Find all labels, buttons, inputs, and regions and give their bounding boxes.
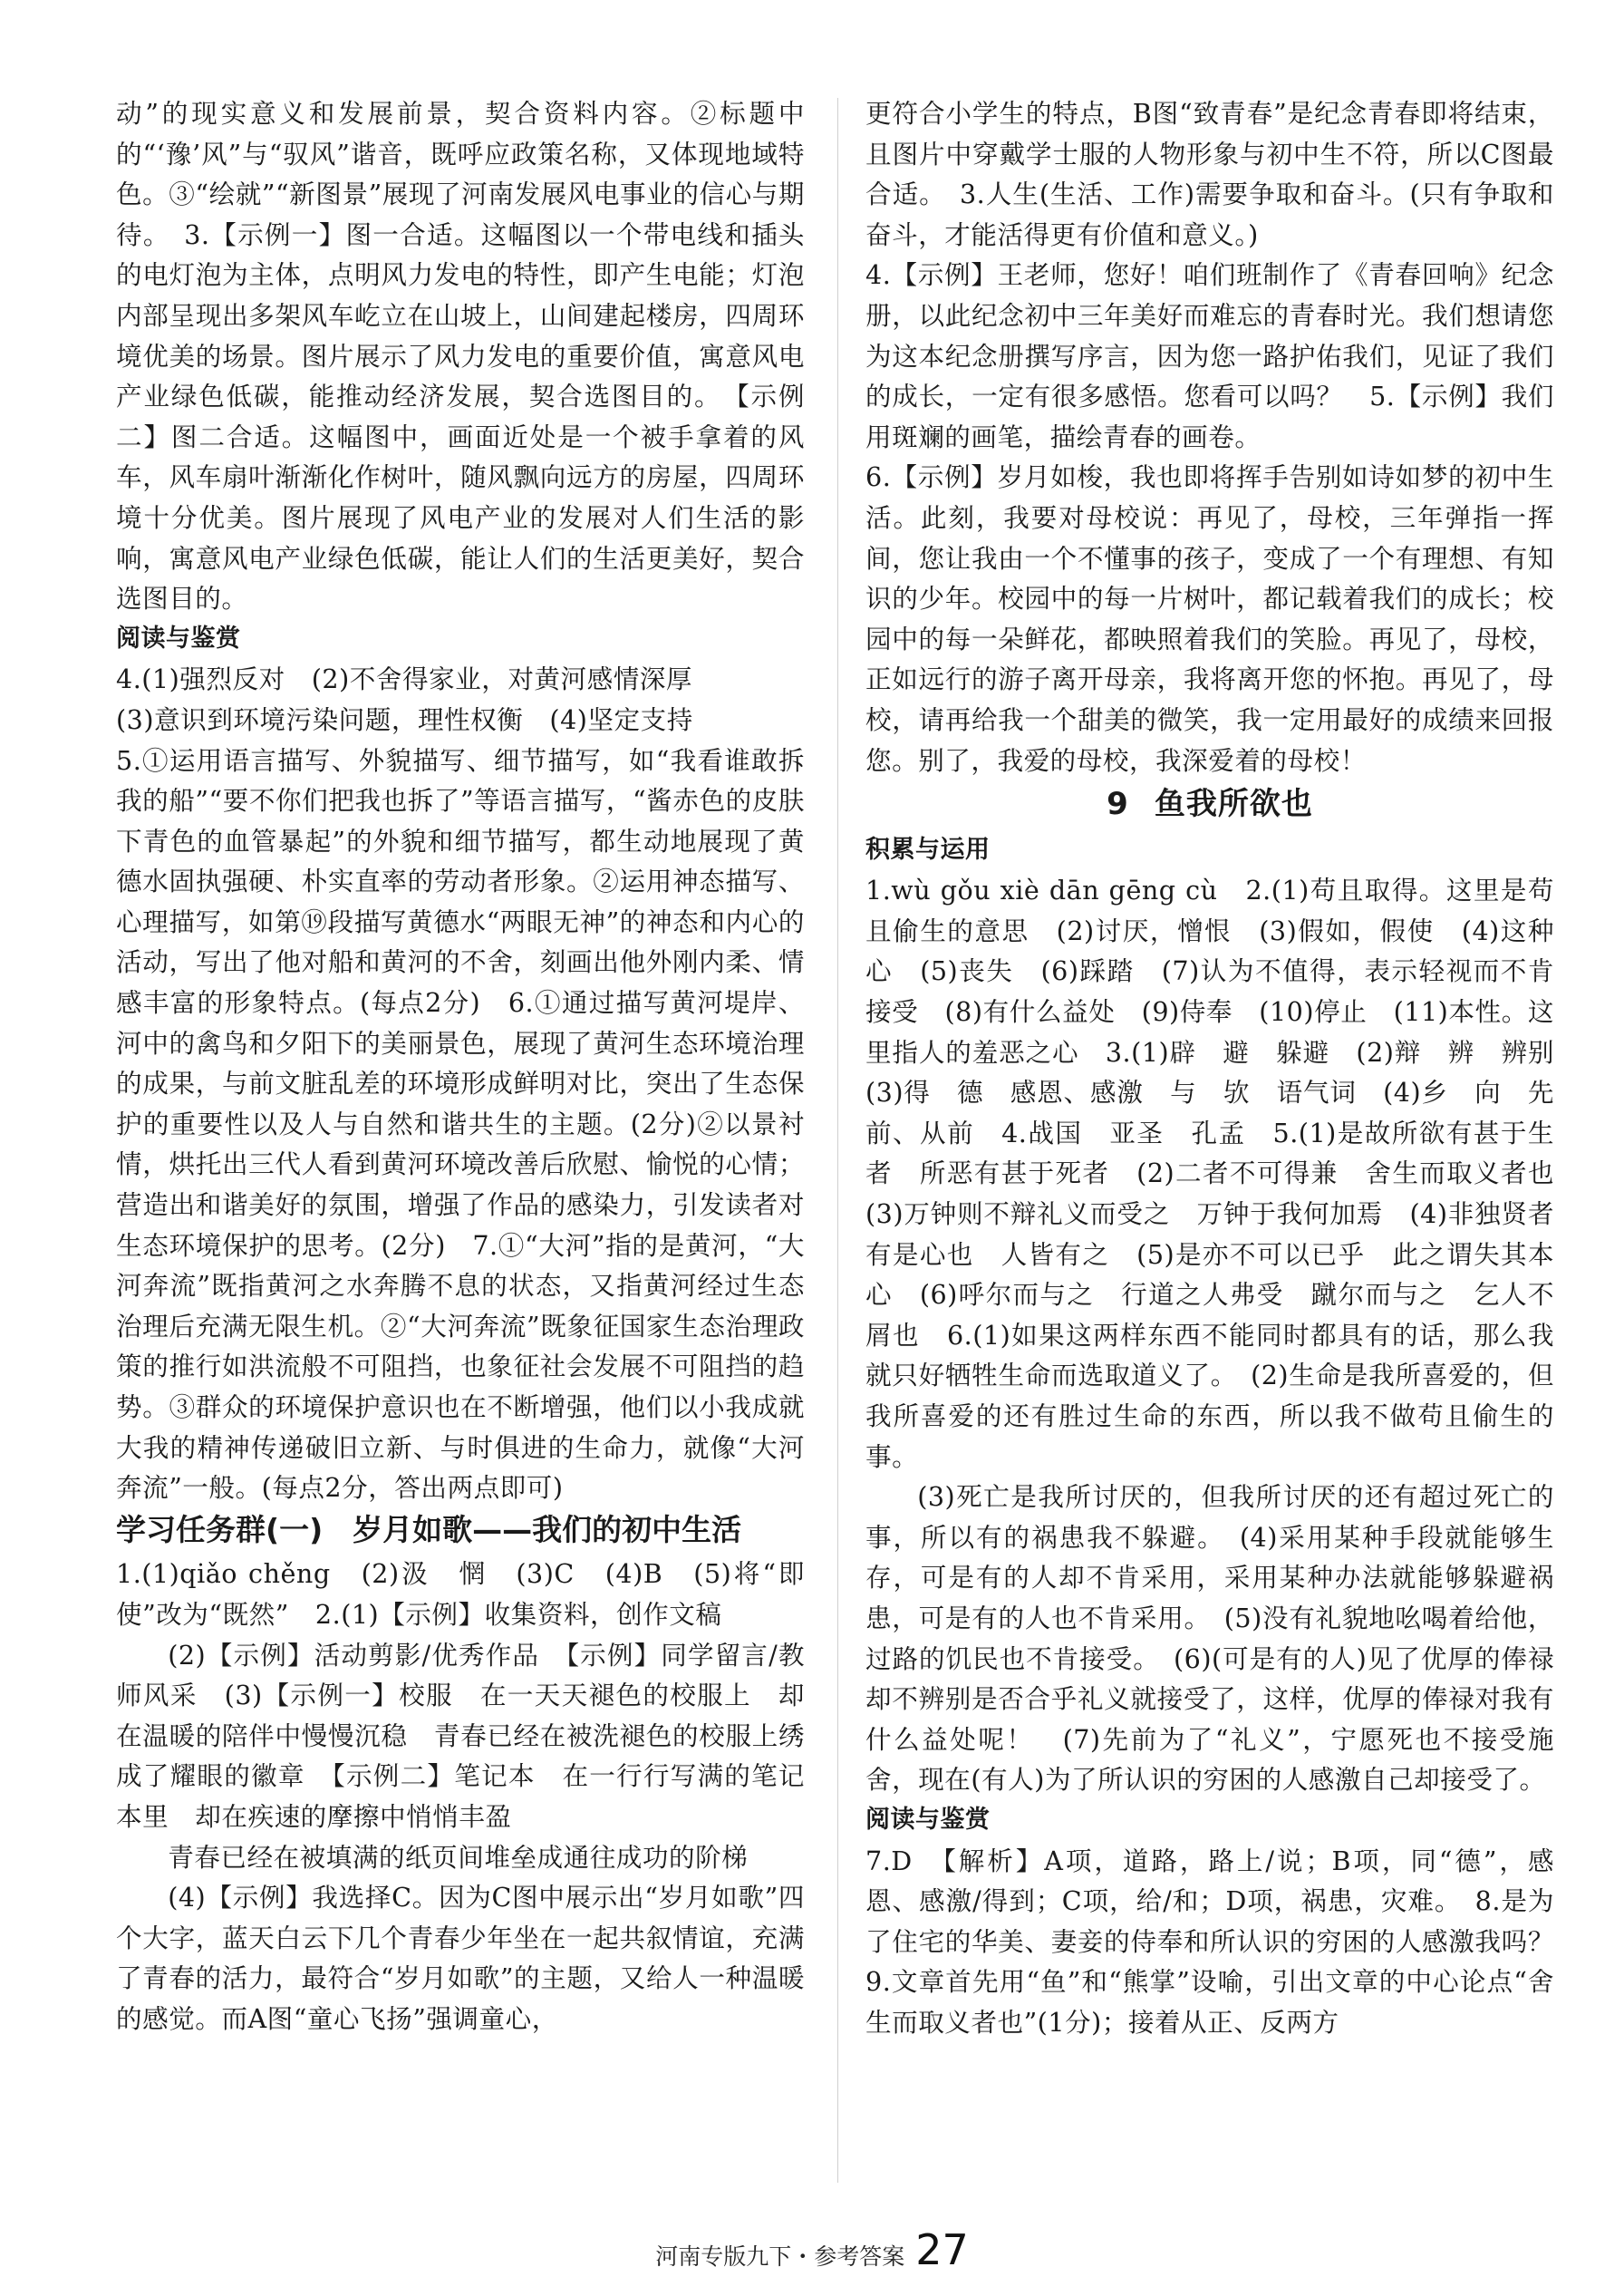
lesson-answers-q6-continued: (3)死亡是我所讨厌的，但我所讨厌的还有超过死亡的事，所以有的祸患我不躲避。 (4)采用某种手段就能够生存，可是有的人却不肯采用，采用某种办法就能够躲避祸患，可是有的人也不肯采用。 (5)没有礼貌地吆喝着给他，过路的饥民也不肯接受。 (6)(可是有的人)见了优厚的俸禄却不辨别是否合乎礼义就接受了，这样，优厚的俸禄对我有什么益处呢！ (7)先前为了“礼义”，宁愿死也不接受施舍，现在(有人)为了所认识的穷困的人感激自己却接受了。 (865, 1481, 1554, 1796)
column-divider (837, 98, 838, 2183)
section-heading-reading-2: 阅读与鉴赏 (865, 1805, 991, 1834)
right-column (865, 93, 1581, 2043)
right-paragraph-continued: 更符合小学生的特点，B图“致青春”是纪念青春即将结束，且图片中穿戴学士服的人物形象与初中生不符，所以C图最合适。 3.人生(生活、工作)需要争取和奋斗。(只有争取和奋斗，才能活得更有价值和意义。) (865, 98, 1554, 250)
group-answer-q2-part4: (4)【示例】我选择C。因为C图中展示出“岁月如歌”四个大字，蓝天白云下几个青春少年坐在一起共叙情谊，充满了青春的活力，最符合“岁月如歌”的主题，又给人一种温暖的感觉。而A图“童心飞扬”强调童心， (116, 1882, 805, 2034)
section-heading-reading: 阅读与鉴赏 (116, 624, 241, 653)
lesson-title: 鱼我所欲也 (1154, 786, 1313, 823)
group-answer-q2-part3-example2-line: 青春已经在被填满的纸页间堆垒成通往成功的阶梯 (168, 1841, 749, 1873)
answer-q4-line2: (3)意识到环境污染问题，理性权衡 (4)坚定支持 (116, 703, 693, 735)
group-answer-q1-2: 1.(1)qiǎo chěng (2)汲 惘 (3)C (4)B (5)将“即使”改为“既然” 2.(1)【示例】收集资料，创作文稿 (116, 1558, 805, 1630)
page-footer (0, 2225, 1624, 2274)
lesson-number: 9 (1107, 786, 1129, 823)
page-number: 27 (915, 2225, 969, 2274)
task-group-title: 学习任务群(一) 岁月如歌——我们的初中生活 (116, 1511, 742, 1547)
answer-q4-5-right: 4.【示例】王老师，您好！咱们班制作了《青春回响》纪念册，以此纪念初中三年美好而难忘的青春时光。我们想请您为这本纪念册撰写序言，因为您一路护佑我们，见证了我们的成长，一定有很多感悟。您看可以吗？ 5.【示例】我们用斑斓的画笔，描绘青春的画卷。 (865, 259, 1554, 452)
answer-q4-line1: 4.(1)强烈反对 (2)不舍得家业，对黄河感情深厚 (116, 664, 692, 695)
section-heading-accumulation: 积累与运用 (865, 835, 991, 864)
answer-q5-7: 5.①运用语言描写、外貌描写、细节描写，如“我看谁敢拆我的船”“要不你们把我也拆了”等语言描写，“酱赤色的皮肤下青色的血管暴起”的外貌和细节描写，都生动地展现了黄德水固执强硬、朴实直率的劳动者形象。②运用神态描写、心理描写，如第⑲段描写黄德水“两眼无神”的神态和内心的活动，写出了他对船和黄河的不舍，刻画出他外刚内柔、情感丰富的形象特点。(每点2分) 6.①通过描写黄河堤岸、河中的禽鸟和夕阳下的美丽景色，展现了黄河生态环境治理的成果，与前文脏乱差的环境形成鲜明对比，突出了生态保护的重要性以及人与自然和谐共生的主题。(2分)②以景衬情，烘托出三代人看到黄河环境改善后欣慰、愉悦的心情；营造出和谐美好的氛围，增强了作品的感染力，引发读者对生态环境保护的思考。(2分) 7.①“大河”指的是黄河，“大河奔流”既指黄河之水奔腾不息的状态，又指黄河经过生态治理后充满无限生机。②“大河奔流”既象征国家生态治理政策的推行如洪流般不可阻挡，也象征社会发展不可阻挡的趋势。③群众的环境保护意识也在不断增强，他们以小我成就大我的精神传递破旧立新、与时俱进的生命力，就像“大河奔流”一般。(每点2分，答出两点即可) (116, 744, 805, 1504)
left-column (116, 93, 805, 2039)
lesson-answers-q7-9: 7.D 【解析】A项，道路，路上/说；B项，同“德”，感恩、感激/得到；C项，给/和；D项，祸患，灾难。 8.是为了住宅的华美、妻妾的侍奉和所认识的穷困的人感激我吗？ 9.文章首先用“鱼”和“熊掌”设喻，引出文章的中心论点“舍生而取义者也”(1分)；接着从正、反两方 (865, 1845, 1581, 2038)
left-paragraph-wind-power: 动”的现实意义和发展前景，契合资料内容。②标题中的“‘豫’风”与“驭风”谐音，既呼应政策名称，又体现地域特色。③“绘就”“新图景”展现了河南发展风电事业的信心与期待。 3.【示例一】图一合适。这幅图以一个带电线和插头的电灯泡为主体，点明风力发电的特性，即产生电能；灯泡内部呈现出多架风车屹立在山坡上，山间建起楼房，四周环境优美的场景。图片展示了风力发电的重要价值，寓意风电产业绿色低碳，能推动经济发展，契合选图目的。 【示例二】图二合适。这幅图中，画面近处是一个被手拿着的风车，风车扇叶渐渐化作树叶，随风飘向远方的房屋，四周环境十分优美。图片展现了风电产业的发展对人们生活的影响，寓意风电产业绿色低碳，能让人们的生活更美好，契合选图目的。 (116, 98, 805, 615)
group-answer-q2-part2-3: (2)【示例】活动剪影/优秀作品 【示例】同学留言/教师风采 (3)【示例一】校服 在一天天褪色的校服上 却在温暖的陪伴中慢慢沉稳 青春已经在被洗褪色的校服上绣成了耀眼的徽章 【示例二】笔记本 在一行行写满的笔记本里 却在疾速的摩擦中悄悄丰盈 (116, 1639, 805, 1832)
footer-label: 河南专版九下・参考答案 (655, 2243, 905, 2270)
lesson-heading (865, 784, 1554, 825)
answer-q6-right: 6.【示例】岁月如梭，我也即将挥手告别如诗如梦的初中生活。此刻，我要对母校说：再见了，母校，三年弹指一挥间，您让我由一个不懂事的孩子，变成了一个有理想、有知识的少年。校园中的每一片树叶，都记载着我们的成长；校园中的每一朵鲜花，都映照着我们的笑脸。再见了，母校，正如远行的游子离开母亲，我将离开您的怀抱。再见了，母校，请再给我一个甜美的微笑，我一定用最好的成绩来回报您。别了，我爱的母校，我深爱着的母校！ (865, 461, 1554, 776)
lesson-answers-q1-6: 1.wù gǒu xiè dān gēng cù 2.(1)苟且取得。这里是苟且偷生的意思 (2)讨厌，憎恨 (3)假如，假使 (4)这种心 (5)丧失 (6)踩踏 (7)认为不值得，表示轻视而不肯接受 (8)有什么益处 (9)侍奉 (10)停止 (11)本性。这里指人的羞恶之心 3.(1)辟 避 躲避 (2)辩 辨 辨别 (3)得 德 感恩、感激 与 欤 语气词 (4)乡 向 先前、从前 4.战国 亚圣 孔孟 5.(1)是故所欲有甚于生者 所恶有甚于死者 (2)二者不可得兼 舍生而取义者也 (3)万钟则不辩礼义而受之 万钟于我何加焉 (4)非独贤者有是心也 人皆有之 (5)是亦不可以已乎 此之谓失其本心 (6)呼尔而与之 行道之人弗受 蹴尔而与之 乞人不屑也 6.(1)如果这两样东西不能同时都具有的话，那么我就只好牺牲生命而选取道义了。 (2)生命是我所喜爱的，但我所喜爱的还有胜过生命的东西，所以我不做苟且偷生的事。 (865, 875, 1581, 1472)
